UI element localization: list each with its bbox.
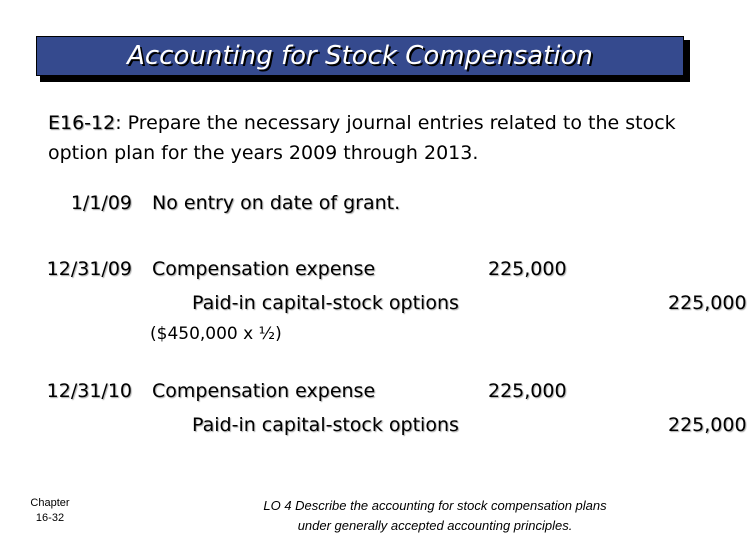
- learning-objective-line2: under generally accepted accounting principles.: [297, 518, 573, 533]
- chapter-label: Chapter: [30, 497, 70, 509]
- entry-note: ($450,000 x ½): [150, 324, 282, 344]
- chapter-reference: [12, 496, 88, 526]
- entry-date: 1/1/09: [70, 192, 132, 214]
- entry-credit-account: Paid-in capital-stock options: [192, 414, 459, 436]
- page-title: Accounting for Stock Compensation: [127, 41, 593, 71]
- exercise-intro: [48, 108, 708, 168]
- entry-debit-account: Compensation expense: [152, 258, 376, 280]
- chapter-page: 16-32: [35, 512, 65, 524]
- entry-date: 12/31/09: [46, 258, 132, 280]
- entry-credit-account: Paid-in capital-stock options: [192, 292, 459, 314]
- learning-objective: [190, 496, 680, 536]
- entry-debit-account: Compensation expense: [152, 380, 376, 402]
- entry-credit-amount: 225,000: [668, 414, 747, 436]
- entry-debit-account: No entry on date of grant.: [152, 192, 401, 214]
- exercise-colon: :: [115, 112, 122, 134]
- exercise-text: Prepare the necessary journal entries related to the stock option plan for the years 2009 through 2013.: [48, 112, 676, 164]
- entry-debit-amount: 225,000: [488, 258, 567, 280]
- exercise-id: E16-12: [48, 112, 116, 134]
- entry-debit-amount: 225,000: [488, 380, 567, 402]
- entry-date: 12/31/10: [46, 380, 132, 402]
- title-bar: [36, 36, 684, 76]
- entry-credit-amount: 225,000: [668, 292, 747, 314]
- learning-objective-line1: LO 4 Describe the accounting for stock compensation plans: [263, 498, 607, 513]
